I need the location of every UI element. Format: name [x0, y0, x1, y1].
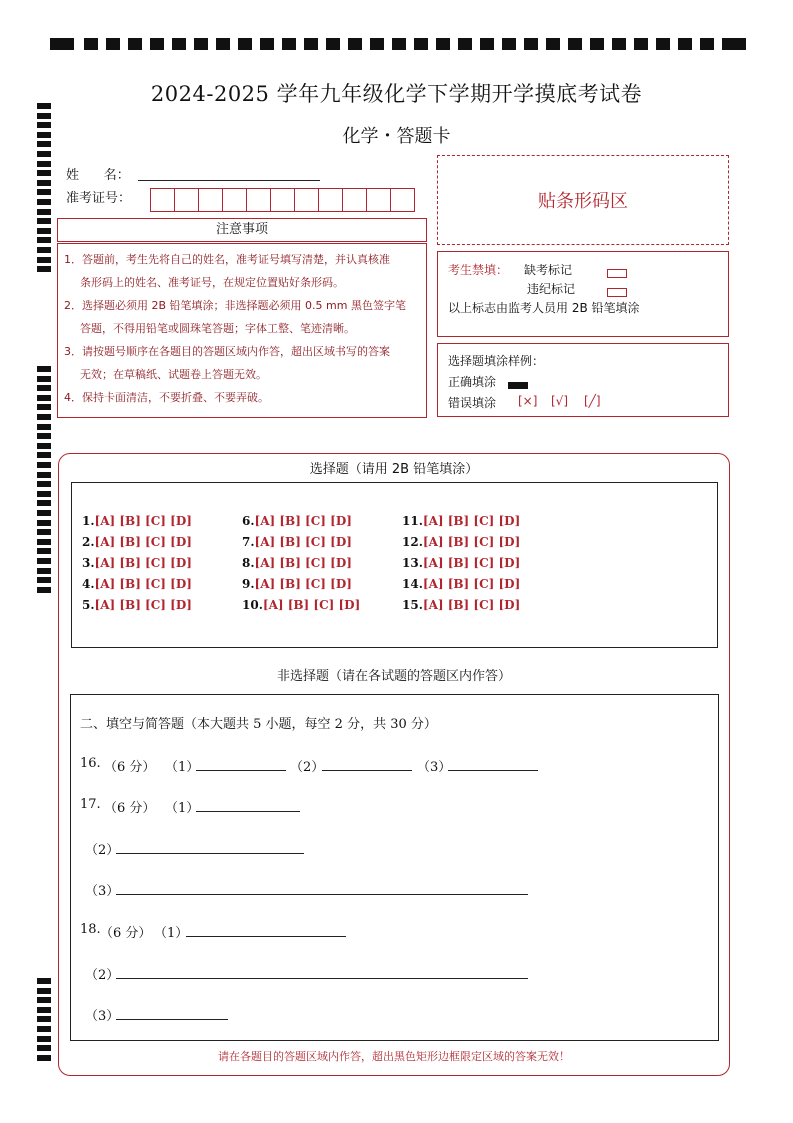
timing-mark [37, 529, 51, 535]
timing-mark [37, 587, 51, 593]
nonchoice-box [70, 694, 719, 1041]
timing-mark [37, 266, 51, 272]
choice-question-10[interactable] [242, 598, 360, 612]
q18-part3-label: （3） [85, 1009, 120, 1024]
timing-mark [37, 151, 51, 157]
choice-number: 5. [82, 598, 95, 612]
q17-part1-label: （1） [165, 801, 200, 816]
exam-id-digit-box[interactable] [198, 188, 223, 212]
prohibit-note: 以上标志由监考人员用 2B 铅笔填涂 [448, 301, 640, 315]
absent-mark-box[interactable] [607, 263, 627, 282]
timing-mark [37, 462, 51, 468]
page-title: 2024-2025 学年九年级化学下学期开学摸底考试卷 [150, 82, 643, 106]
q17-answer-line-1[interactable] [196, 811, 300, 812]
exam-id-digit-box[interactable] [222, 188, 247, 212]
timing-mark [304, 38, 318, 50]
timing-mark [546, 38, 560, 50]
correct-fill-label: 正确填涂 [448, 375, 497, 389]
choice-question-2[interactable] [82, 535, 192, 549]
timing-mark [37, 218, 51, 224]
absent-label: 缺考标记 [524, 263, 573, 277]
q16-part2-label: （2） [290, 760, 325, 775]
name-field[interactable] [138, 180, 320, 181]
prohibit-box [437, 251, 729, 337]
timing-mark [37, 558, 51, 564]
timing-mark [37, 180, 51, 186]
choice-options[interactable]: [A] [B] [C] [D] [262, 598, 361, 612]
timing-mark [37, 452, 51, 458]
fill-example-title: 选择题填涂样例： [448, 354, 545, 368]
choice-options[interactable]: [A] [B] [C] [D] [94, 556, 192, 570]
timing-mark [37, 395, 51, 401]
timing-mark [37, 433, 51, 439]
choice-number: 11. [402, 514, 423, 528]
nonchoice-heading: 二、填空与简答题（本大题共 5 小题，每空 2 分，共 30 分） [80, 717, 437, 732]
q17-number: 17. [80, 797, 101, 812]
timing-mark [194, 38, 208, 50]
exam-id-digit-box[interactable] [246, 188, 271, 212]
choice-question-12[interactable] [402, 535, 520, 549]
timing-mark [568, 38, 582, 50]
wrong-fill-label: 错误填涂 [448, 396, 497, 410]
timing-mark [37, 161, 51, 167]
choice-options[interactable]: [A] [B] [C] [D] [94, 577, 192, 591]
timing-mark [348, 38, 362, 50]
choice-question-15[interactable] [402, 598, 520, 612]
timing-mark [282, 38, 296, 50]
timing-mark [37, 443, 51, 449]
q18-answer-line-1[interactable] [186, 936, 346, 937]
timing-mark [37, 189, 51, 195]
exam-id-boxes[interactable] [150, 188, 415, 212]
prohibit-label: 考生禁填： [448, 263, 509, 277]
timing-mark [172, 38, 186, 50]
exam-id-digit-box[interactable] [390, 188, 415, 212]
timing-mark [37, 404, 51, 410]
q16-part3-label: （3） [417, 760, 452, 775]
notice-box [57, 243, 427, 418]
choice-number: 15. [402, 598, 423, 612]
timing-mark [37, 170, 51, 176]
timing-mark [37, 257, 51, 263]
timing-mark [37, 1055, 51, 1061]
choice-question-9[interactable] [242, 577, 352, 591]
choice-question-7[interactable] [242, 535, 352, 549]
exam-id-digit-box[interactable] [174, 188, 199, 212]
choice-section-title: 选择题（请用 2B 铅笔填涂） [309, 462, 479, 477]
timing-mark [326, 38, 340, 50]
timing-mark [216, 38, 230, 50]
notice-title: 注意事项 [57, 218, 427, 242]
q18-score: （6 分） [100, 926, 152, 941]
violation-label: 违纪标记 [527, 282, 576, 296]
timing-mark [370, 38, 384, 50]
timing-mark [37, 1026, 51, 1032]
choice-question-14[interactable] [402, 577, 520, 591]
timing-mark [238, 38, 252, 50]
timing-mark [590, 38, 604, 50]
nonchoice-section-title: 非选择题（请在各试题的答题区内作答） [276, 669, 511, 684]
choice-number: 4. [82, 577, 95, 591]
barcode-label: 贴条形码区 [538, 191, 628, 212]
choice-options[interactable]: [A] [B] [C] [D] [94, 514, 192, 528]
choice-options[interactable]: [A] [B] [C] [D] [422, 598, 521, 612]
q16-answer-line-1[interactable] [196, 770, 286, 771]
exam-id-label: 准考证号： [66, 191, 132, 206]
timing-mark [392, 38, 406, 50]
timing-mark [502, 38, 516, 50]
top-timing-marks [50, 38, 746, 50]
timing-mark [37, 988, 51, 994]
q18-part1-label: （1） [154, 926, 189, 941]
exam-id-digit-box[interactable] [342, 188, 367, 212]
q18-part2-label: （2） [85, 968, 120, 983]
choice-options[interactable]: [A] [B] [C] [D] [422, 514, 521, 528]
timing-mark [37, 376, 51, 382]
timing-mark [37, 548, 51, 554]
timing-mark [37, 1016, 51, 1022]
timing-mark [84, 38, 98, 50]
timing-mark [678, 38, 692, 50]
choice-number: 1. [82, 514, 95, 528]
choice-question-13[interactable] [402, 556, 520, 570]
timing-mark [37, 500, 51, 506]
q16-score: （6 分） [104, 760, 156, 775]
timing-mark [37, 491, 51, 497]
timing-mark [414, 38, 428, 50]
timing-mark [50, 38, 74, 50]
timing-mark [37, 228, 51, 234]
choice-options[interactable]: [A] [B] [C] [D] [254, 535, 352, 549]
notice-item: 2．选择题必须用 2B 铅笔填涂；非选择题必须用 0.5 mm 黑色签字笔 [64, 299, 406, 312]
timing-mark [37, 1036, 51, 1042]
timing-mark [106, 38, 120, 50]
timing-mark [37, 209, 51, 215]
choice-options[interactable]: [A] [B] [C] [D] [422, 535, 521, 549]
choice-number: 10. [242, 598, 263, 612]
choice-question-4[interactable] [82, 577, 192, 591]
correct-fill-sample [508, 375, 528, 394]
choice-number: 2. [82, 535, 95, 549]
choice-options[interactable]: [A] [B] [C] [D] [422, 577, 521, 591]
timing-mark [37, 568, 51, 574]
choice-number: 12. [402, 535, 423, 549]
timing-mark [150, 38, 164, 50]
timing-mark [37, 539, 51, 545]
timing-mark [37, 237, 51, 243]
timing-mark [612, 38, 626, 50]
choice-options[interactable]: [A] [B] [C] [D] [254, 556, 352, 570]
timing-mark [524, 38, 538, 50]
choice-question-5[interactable] [82, 598, 192, 612]
notice-item: 3．请按题号顺序在各题目的答题区域内作答，超出区域书写的答案 [64, 345, 390, 358]
q17-part2-label: （2） [85, 843, 120, 858]
wrong-mark-slash: [╱] [584, 394, 601, 408]
q17-score: （6 分） [104, 801, 156, 816]
exam-id-digit-box[interactable] [294, 188, 319, 212]
timing-mark [37, 424, 51, 430]
choice-number: 7. [242, 535, 255, 549]
timing-mark [37, 247, 51, 253]
timing-mark [656, 38, 670, 50]
timing-mark [37, 1007, 51, 1013]
choice-number: 8. [242, 556, 255, 570]
choice-number: 13. [402, 556, 423, 570]
page-subtitle: 化学・答题卡 [342, 126, 451, 147]
q17-answer-line-3[interactable] [116, 894, 528, 895]
timing-mark [37, 199, 51, 205]
choice-number: 14. [402, 577, 423, 591]
choice-options[interactable]: [A] [B] [C] [D] [254, 514, 352, 528]
exam-id-digit-box[interactable] [270, 188, 295, 212]
footer-warning: 请在各题目的答题区域内作答，超出黑色矩形边框限定区域的答案无效！ [218, 1050, 570, 1063]
exam-id-digit-box[interactable] [318, 188, 343, 212]
timing-mark [37, 113, 51, 119]
timing-mark [37, 997, 51, 1003]
notice-item: 1．答题前，考生先将自己的姓名，准考证号填写清楚，并认真核准 [64, 253, 390, 266]
q18-answer-line-2[interactable] [116, 978, 528, 979]
timing-mark [37, 472, 51, 478]
wrong-mark-check: [√] [551, 394, 569, 408]
timing-mark [458, 38, 472, 50]
choice-question-3[interactable] [82, 556, 192, 570]
choice-options[interactable]: [A] [B] [C] [D] [422, 556, 521, 570]
q16-answer-line-2[interactable] [322, 770, 412, 771]
choice-question-8[interactable] [242, 556, 352, 570]
timing-mark [634, 38, 648, 50]
q17-part3-label: （3） [85, 884, 120, 899]
notice-item: 答题，不得用铅笔或圆珠笔答题；字体工整、笔迹清晰。 [80, 322, 355, 335]
timing-mark [480, 38, 494, 50]
q17-answer-line-2[interactable] [116, 853, 304, 854]
notice-item: 4．保持卡面清洁，不要折叠、不要弄破。 [64, 391, 269, 404]
choice-options[interactable]: [A] [B] [C] [D] [94, 598, 192, 612]
timing-mark [260, 38, 274, 50]
timing-mark [722, 38, 746, 50]
barcode-area [437, 155, 729, 245]
name-label: 姓 名： [66, 168, 130, 183]
notice-item: 条形码上的姓名、准考证号，在规定位置贴好条形码。 [80, 276, 344, 289]
choice-options[interactable]: [A] [B] [C] [D] [94, 535, 192, 549]
q18-number: 18. [80, 922, 101, 937]
wrong-mark-cross: [×] [518, 394, 538, 408]
timing-mark [37, 577, 51, 583]
timing-mark [37, 978, 51, 984]
timing-mark [128, 38, 142, 50]
timing-mark [37, 520, 51, 526]
q18-answer-line-3[interactable] [116, 1019, 228, 1020]
q16-part1-label: （1） [165, 760, 200, 775]
q16-number: 16. [80, 756, 101, 771]
fill-example-box [437, 343, 729, 417]
choice-question-11[interactable] [402, 514, 520, 528]
choice-question-1[interactable] [82, 514, 192, 528]
choice-number: 9. [242, 577, 255, 591]
choice-number: 6. [242, 514, 255, 528]
exam-id-digit-box[interactable] [150, 188, 175, 212]
exam-id-digit-box[interactable] [366, 188, 391, 212]
timing-mark [37, 510, 51, 516]
choice-question-6[interactable] [242, 514, 352, 528]
choice-options[interactable]: [A] [B] [C] [D] [254, 577, 352, 591]
notice-item: 无效；在草稿纸、试题卷上答题无效。 [80, 368, 267, 381]
q16-answer-line-3[interactable] [448, 770, 538, 771]
choice-number: 3. [82, 556, 95, 570]
timing-mark [37, 1045, 51, 1051]
timing-mark [700, 38, 714, 50]
timing-mark [37, 366, 51, 372]
timing-mark [37, 385, 51, 391]
timing-mark [37, 481, 51, 487]
timing-mark [37, 414, 51, 420]
timing-mark [436, 38, 450, 50]
